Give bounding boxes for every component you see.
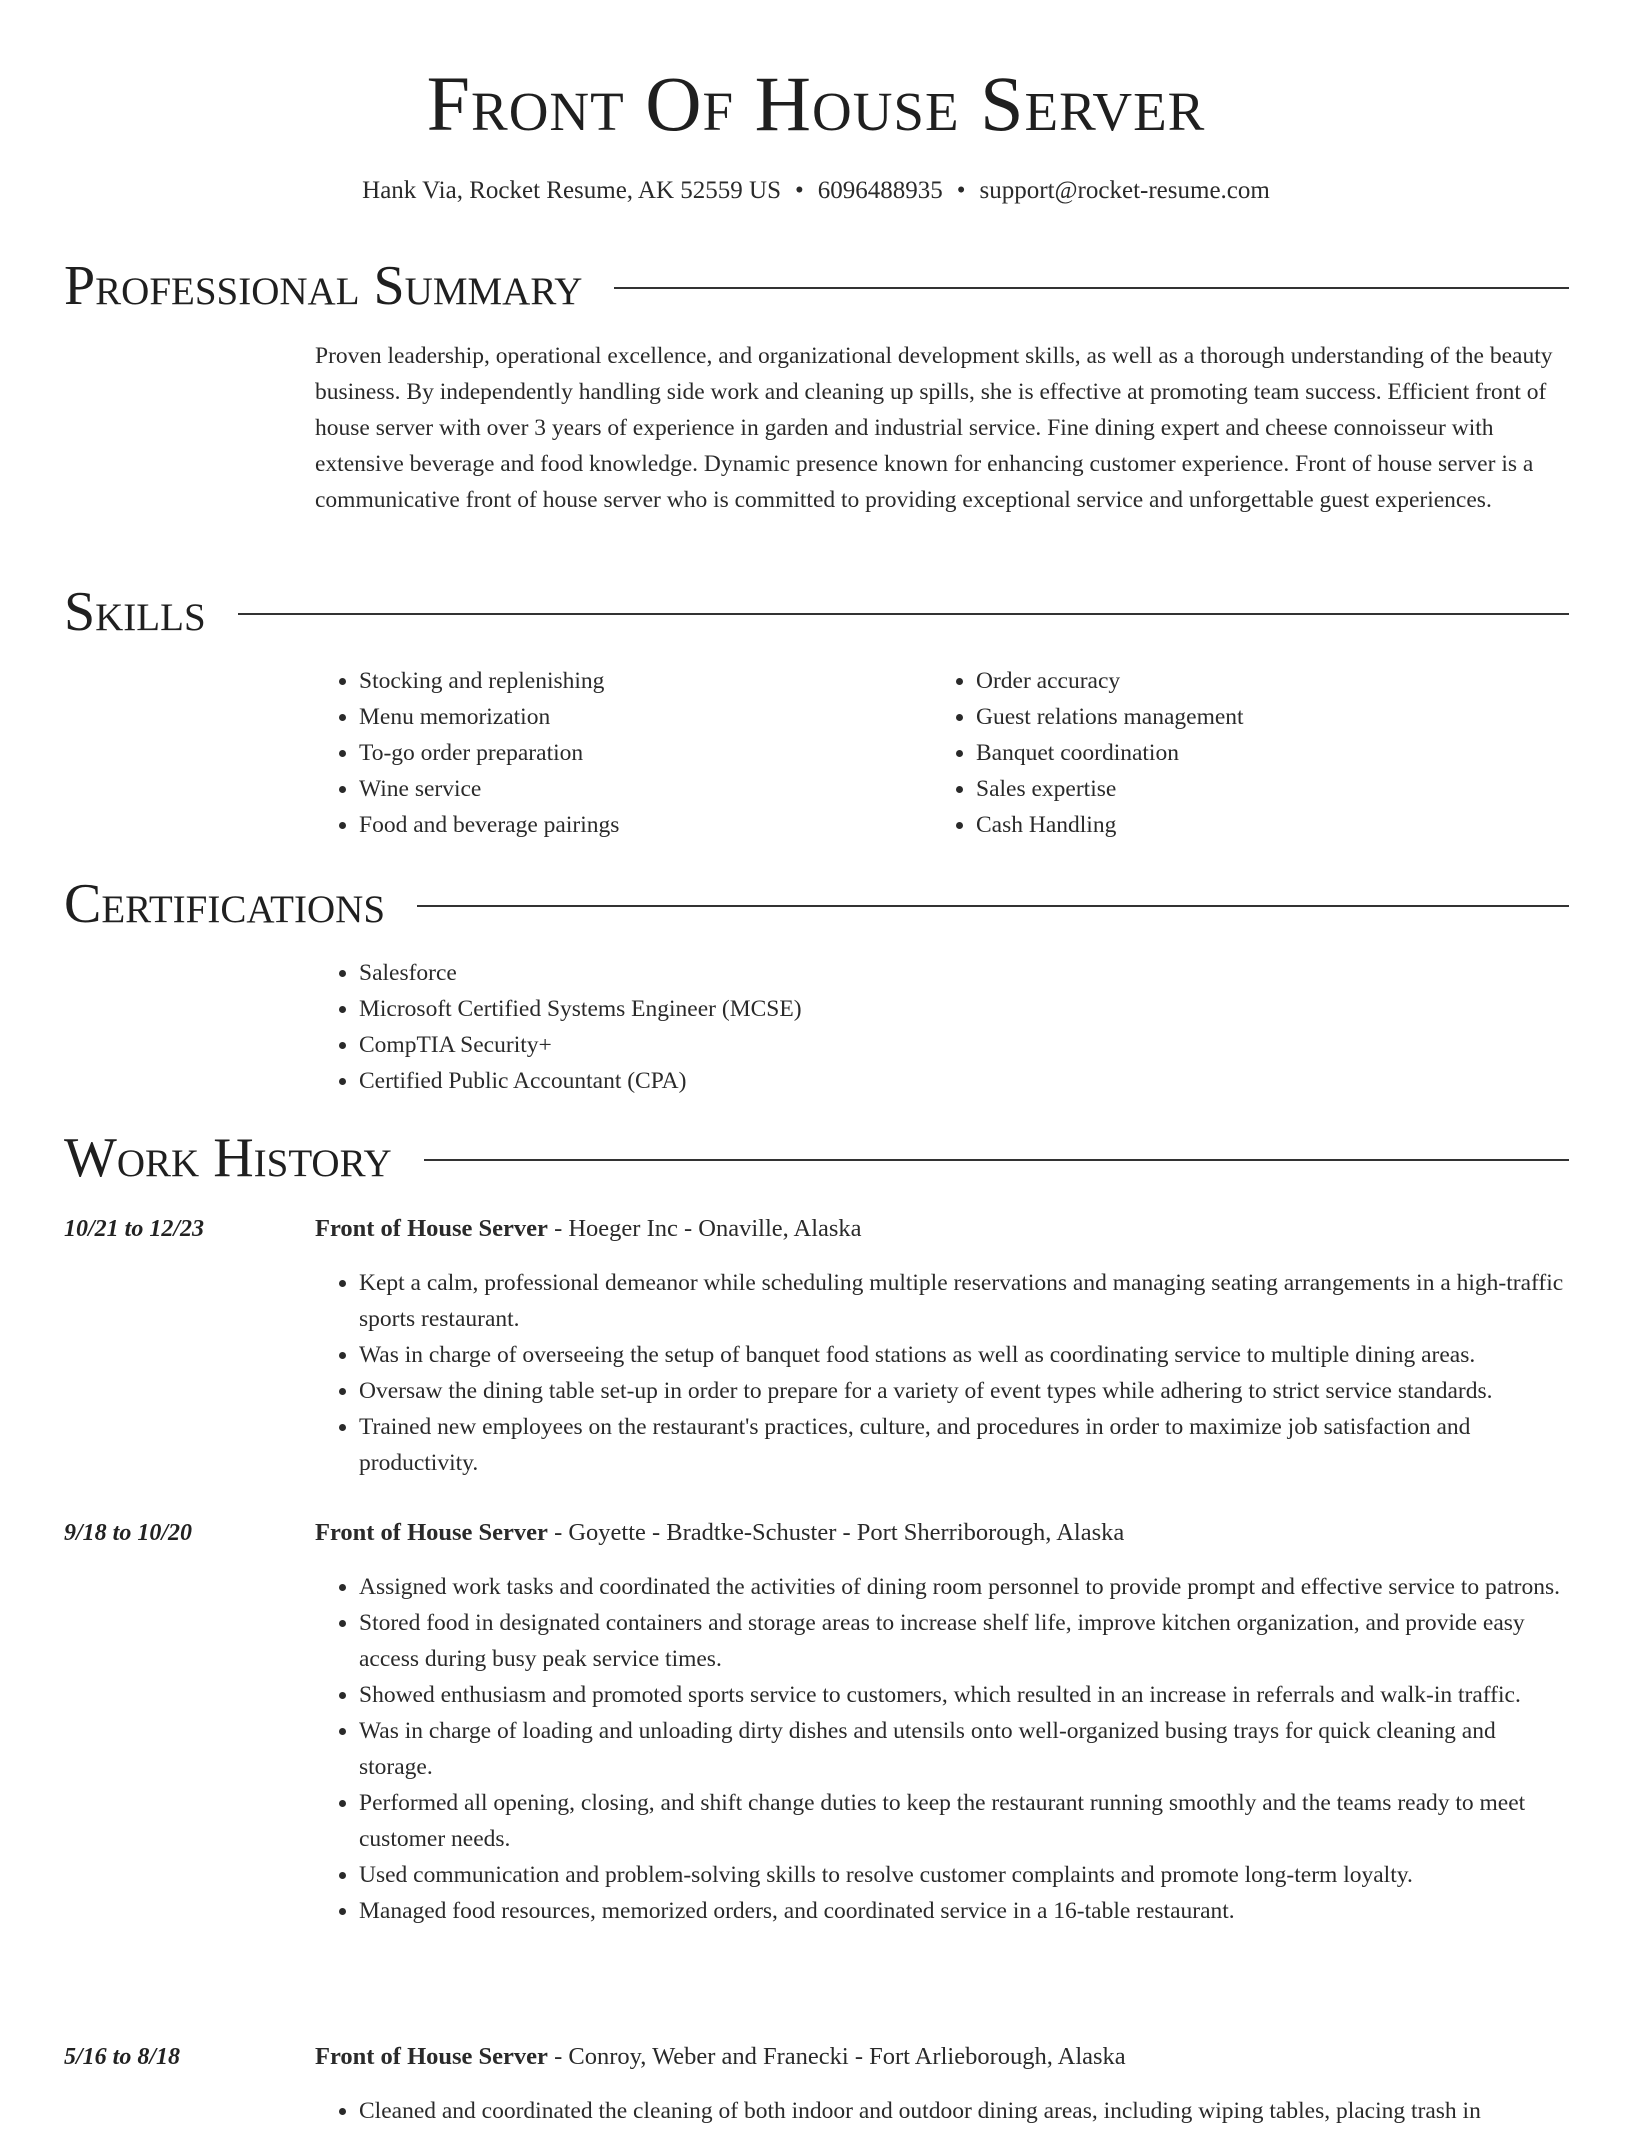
job-duties [315,2093,1571,2129]
contact-phone: 6096488935 [817,177,943,204]
skills-list-right [932,663,1532,843]
section-divider [424,1159,1569,1161]
resume-title: Front Of House Server [426,60,1206,147]
work-history-heading: Work History [64,1127,392,1189]
job-duty-item: • Stored food in designated containers and storage areas to increase shelf life, improve kitchen organization, and provide easy access during busy peak service times. [359,1605,1571,1677]
certification-item: • Salesforce [359,955,802,991]
job-role: Front of House Server [315,1215,548,1242]
certification-item: • Microsoft Certified Systems Engineer (MCSE) [359,991,802,1027]
job-duty-item: • Performed all opening, closing, and shift change duties to keep the restaurant running smoothly and the teams ready to meet customer needs. [359,1785,1571,1857]
skill-item: • Wine service [359,771,915,807]
certification-item: • Certified Public Accountant (CPA) [359,1063,802,1099]
summary-section-header [64,254,1569,318]
job-details: - Hoeger Inc - Onaville, Alaska [547,1215,862,1242]
job-dates: 10/21 to 12/23 [64,1216,205,1242]
skills-right-column [932,663,1532,843]
skills-heading: Skills [64,581,206,643]
job-duty-item: • Cleaned and coordinated the cleaning of both indoor and outdoor dining areas, including wiping tables, placing trash in [359,2093,1571,2129]
contact-address: Hank Via, Rocket Resume, AK 52559 US [362,177,781,204]
summary-heading: Professional Summary [64,255,583,317]
skill-item: • Banquet coordination [976,735,1532,771]
job-role: Front of House Server [315,1519,548,1546]
job-duty-item: • Kept a calm, professional demeanor while scheduling multiple reservations and managing seating arrangements in a high-traffic sports restaurant. [359,1265,1571,1337]
section-divider [238,613,1569,615]
job-duties [315,1265,1571,1481]
job-header [315,2040,1126,2074]
job-details: - Conroy, Weber and Franecki - Fort Arlieborough, Alaska [547,2043,1126,2070]
job-details: - Goyette - Bradtke-Schuster - Port Sherriborough, Alaska [547,1519,1125,1546]
summary-text: Proven leadership, operational excellence, and organizational development skills, as well as a thorough understanding of the beauty business. By independently handling side work and cleaning up spills, she is effective at promoting team success. Efficient front of house server with over 3 years of experience in garden and industrial service. Fine dining expert and cheese connoisseur with extensive beverage and food knowledge. Dynamic presence known for enhancing customer experience. Front of house server is a communicative front of house server who is committed to providing exceptional service and unforgettable guest experiences. [315,343,1553,513]
job-dates: 9/18 to 10/20 [64,1520,193,1546]
job-duty-item: • Managed food resources, memorized orders, and coordinated service in a 16-table restaurant. [359,1893,1571,1929]
contact-separator: • [795,177,804,204]
certifications-list [315,955,802,1099]
job-duties-list [315,1569,1571,1929]
job-duties [315,1569,1571,1929]
certifications-section-header [64,872,1569,936]
job-duties-list [315,2093,1571,2129]
skill-item: • Order accuracy [976,663,1532,699]
certifications-block [315,955,802,1099]
job-duties-list [315,1265,1571,1481]
skill-item: • Menu memorization [359,699,915,735]
contact-line [0,174,1632,208]
skill-item: • Sales expertise [976,771,1532,807]
job-header [315,1516,1124,1550]
contact-email: support@rocket-resume.com [979,177,1270,204]
skill-item: • To-go order preparation [359,735,915,771]
job-duty-item: • Trained new employees on the restaurant's practices, culture, and procedures in order to maximize job satisfaction and productivity. [359,1409,1571,1481]
job-duty-item: • Used communication and problem-solving skills to resolve customer complaints and promote long-term loyalty. [359,1857,1571,1893]
skill-item: • Guest relations management [976,699,1532,735]
job-dates: 5/16 to 8/18 [64,2044,181,2070]
skills-section-header [64,580,1569,644]
job-duty-item: • Was in charge of overseeing the setup of banquet food stations as well as coordinating service to multiple dining areas. [359,1337,1571,1373]
skill-item: • Stocking and replenishing [359,663,915,699]
section-divider [614,287,1569,289]
skills-left-column [315,663,915,843]
job-duty-item: • Was in charge of loading and unloading dirty dishes and utensils onto well-organized busing trays for quick cleaning and storage. [359,1713,1571,1785]
section-divider [417,905,1569,907]
job-role: Front of House Server [315,2043,548,2070]
skill-item: • Cash Handling [976,807,1532,843]
job-duty-item: • Oversaw the dining table set-up in order to prepare for a variety of event types while adhering to strict service standards. [359,1373,1571,1409]
certification-item: • CompTIA Security+ [359,1027,802,1063]
job-duty-item: • Showed enthusiasm and promoted sports service to customers, which resulted in an increase in referrals and walk-in traffic. [359,1677,1571,1713]
skills-list-left [315,663,915,843]
contact-separator: • [956,177,966,204]
work-history-section-header [64,1126,1569,1190]
certifications-heading: Certifications [64,873,386,935]
job-duty-item: • Assigned work tasks and coordinated the activities of dining room personnel to provide prompt and effective service to patrons. [359,1569,1571,1605]
skill-item: • Food and beverage pairings [359,807,915,843]
job-header [315,1212,862,1246]
